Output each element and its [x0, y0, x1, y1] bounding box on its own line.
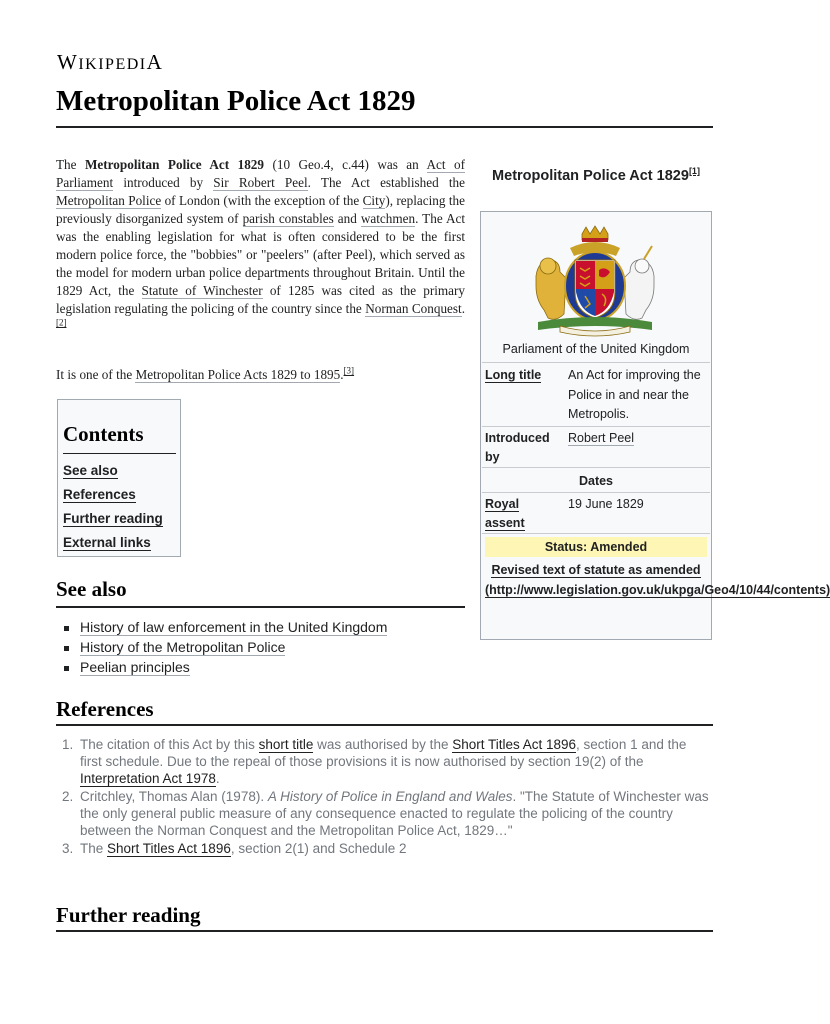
wiki-link[interactable]: short title: [258, 737, 314, 752]
see-also-divider: [56, 606, 465, 608]
citation-link[interactable]: [1]: [688, 166, 700, 177]
title-divider: [56, 126, 713, 128]
reference-item: 1. The citation of this Act by this short title was authorised by the Short Titles Act 1896, section 1 and the first schedule. Due to the repeal of those provisions it is now authorised by section 19(2) of the Interpretation Act 1978.: [62, 737, 687, 786]
wiki-link[interactable]: Short Titles Act 1896: [107, 841, 231, 856]
wiki-link[interactable]: Statute of Winchester: [141, 283, 263, 298]
long-title-label[interactable]: Long title: [485, 368, 542, 382]
wiki-link[interactable]: parish constables: [242, 211, 334, 226]
infobox-divider: [482, 533, 710, 534]
table-of-contents: [57, 399, 181, 557]
toc-item-external-links[interactable]: External links: [63, 535, 151, 550]
reference-item: 3. The Short Titles Act 1896, section 2(1) and Schedule 2: [62, 841, 407, 856]
infobox-divider: [482, 467, 710, 468]
further-reading-heading: Further reading: [56, 903, 201, 927]
wiki-link[interactable]: Sir Robert Peel: [213, 175, 308, 190]
infobox-divider: [482, 426, 710, 427]
wiki-link[interactable]: Metropolitan Police: [56, 193, 162, 208]
wiki-link[interactable]: Interpretation Act 1978: [80, 771, 216, 786]
toc-list: [63, 459, 163, 555]
wiki-link[interactable]: Act of Parliament: [56, 157, 465, 190]
italic-text: A History of Police in England and Wales: [267, 789, 513, 804]
see-also-item[interactable]: Peelian principles: [62, 657, 387, 677]
references-heading: References: [56, 697, 154, 721]
see-also-item[interactable]: History of law enforcement in the United Kingdom: [62, 617, 387, 637]
infobox-caption: Metropolitan Police Act 1829[1]: [492, 166, 700, 184]
further-reading-divider: [56, 930, 713, 932]
wiki-link[interactable]: City: [362, 193, 386, 208]
wiki-link[interactable]: Metropolitan Police Acts 1829 to 1895: [135, 367, 341, 382]
status-badge: Status: Amended: [485, 537, 707, 557]
introduced-by-value[interactable]: Robert Peel: [568, 431, 635, 445]
wikipedia-wordmark[interactable]: WIKIPEDIA: [57, 50, 164, 74]
citation-link[interactable]: [2]: [56, 317, 67, 328]
wiki-link[interactable]: Short Titles Act 1896: [452, 737, 577, 752]
see-also-item[interactable]: History of the Metropolitan Police: [62, 637, 387, 657]
references-divider: [56, 724, 713, 726]
citation-link[interactable]: [3]: [343, 365, 355, 376]
introduced-by-label: Introduced by: [485, 431, 550, 464]
toc-item-references[interactable]: References: [63, 487, 136, 502]
references-list: [62, 736, 710, 858]
page-title: Metropolitan Police Act 1829: [56, 85, 416, 117]
toc-item-see-also[interactable]: See also: [63, 463, 118, 478]
infobox: [480, 211, 830, 640]
toc-item-further-reading[interactable]: Further reading: [63, 511, 163, 526]
long-title-value: An Act for improving the Police in and near the Metropolis.: [568, 368, 701, 421]
see-also-list: [62, 617, 387, 677]
lead-paragraph-2: It is one of the Metropolitan Police Acts 1829 to 1895.[3]: [56, 365, 355, 382]
reference-item: 2. Critchley, Thomas Alan (1978). A History of Police in England and Wales. "The Statute of Winchester was the only general public measure of any consequence enacted to regulate the policing of the country between the Norman Conquest and the Metropolitan Police Act, 1829…": [62, 789, 709, 838]
toc-title: Contents: [63, 422, 144, 446]
toc-divider: [63, 453, 176, 454]
dates-heading: Dates: [578, 474, 614, 488]
infobox-divider: [482, 362, 710, 363]
lead-paragraph: The Metropolitan Police Act 1829 (10 Geo.4, c.44) was an Act of Parliament introduced by Sir Robert Peel. The Act established the Metropolitan Police of London (with the exception of the City), replacing the previously disorganized system of parish constables and watchmen. The Act was the enabling legislation for what is often considered to be the first modern police force, the "bobbies" or "peelers" (after Peel), which served as the model for modern urban police departments throughout Britain. Until the 1829 Act, the Statute of Winchester of 1285 was cited as the primary legislation regulating the policing of the country since the Norman Conquest.[2]: [56, 157, 466, 328]
see-also-heading: See also: [56, 577, 127, 601]
royal-assent-value: 19 June 1829: [568, 497, 644, 511]
royal-coat-of-arms-image[interactable]: [530, 226, 660, 338]
infobox-divider: [482, 492, 710, 493]
revised-statute-link[interactable]: Revised text of statute as amended (http://www.legislation.gov.uk/ukpga/Geo4/10/44/contents): [485, 563, 830, 597]
wiki-link[interactable]: Norman Conquest: [365, 301, 462, 316]
royal-assent-label[interactable]: Royal assent: [485, 497, 525, 530]
bold-text: Metropolitan Police Act 1829: [84, 157, 264, 172]
infobox-image-caption: Parliament of the United Kingdom: [502, 342, 690, 356]
wiki-link[interactable]: watchmen: [360, 211, 416, 226]
